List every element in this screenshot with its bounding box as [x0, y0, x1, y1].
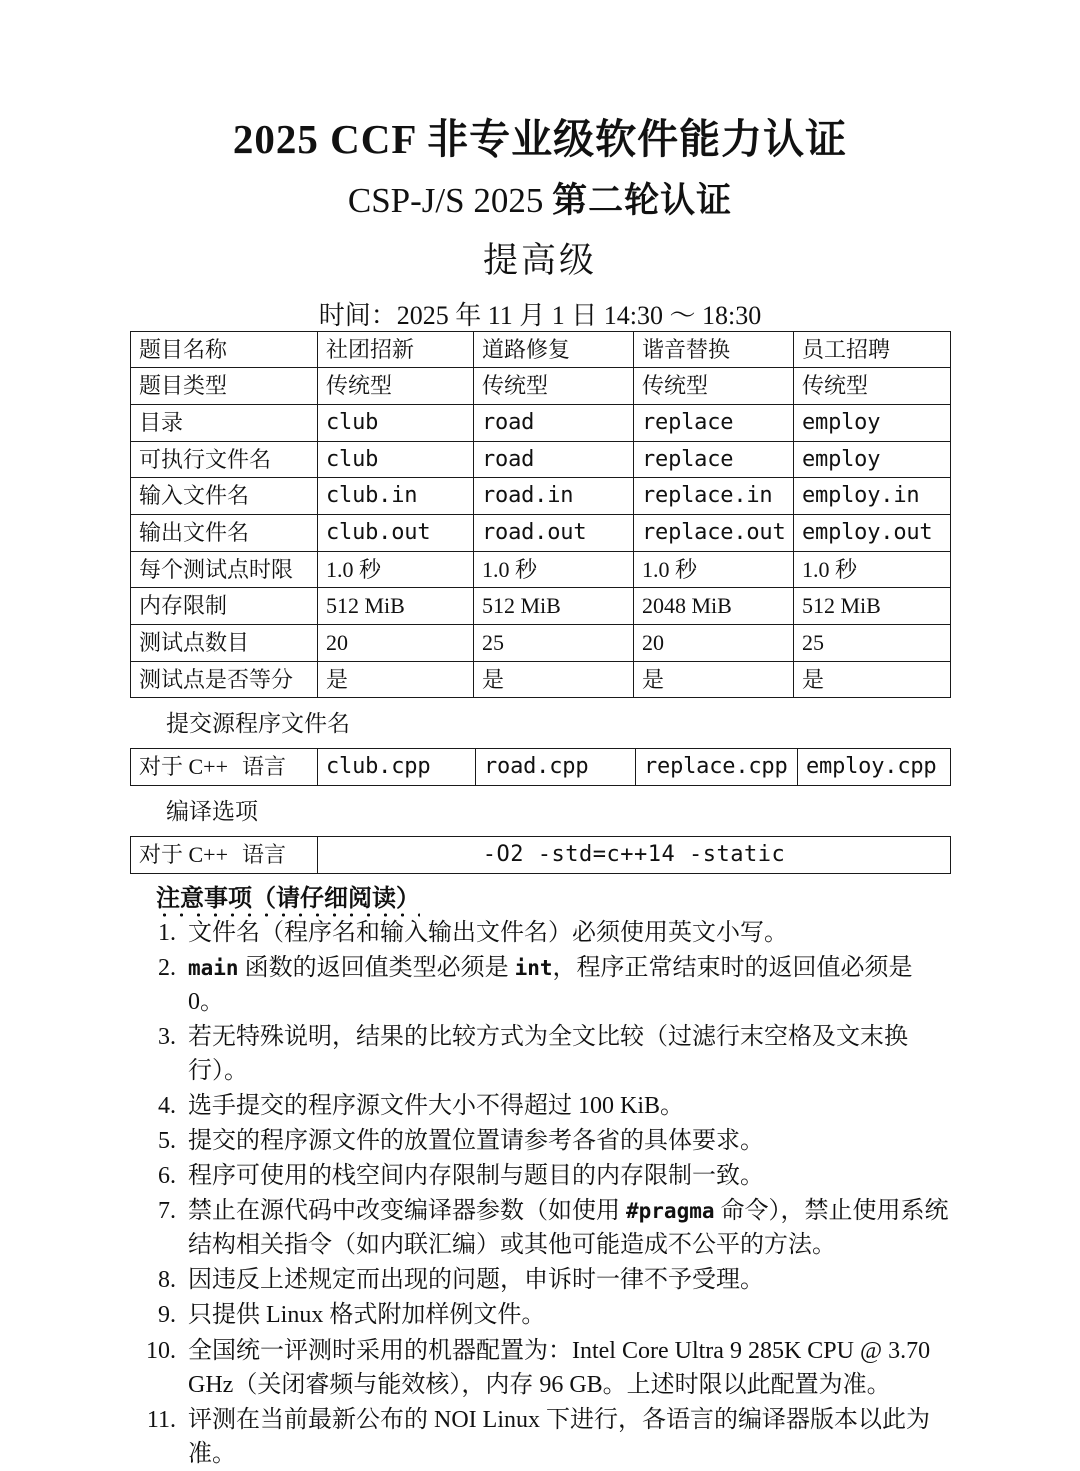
- note-text-fragment: 选手提交的程序源文件大小不得超过 100 KiB。: [188, 1092, 685, 1119]
- compile-options-table: [130, 836, 951, 874]
- note-text-fragment: 若无特殊说明，结果的比较方式为全文比较（过滤行末空格及文末换行）。: [188, 1023, 908, 1084]
- table-cell: road: [474, 441, 634, 478]
- table-cell: 512 MiB: [318, 588, 474, 625]
- table-cell: employ.out: [794, 514, 951, 551]
- table-cell: road.in: [474, 478, 634, 515]
- row-label: 目录: [131, 404, 318, 441]
- table-cell: 20: [318, 625, 474, 662]
- note-text-fragment: 程序可使用的栈空间内存限制与题目的内存限制一致。: [188, 1163, 764, 1190]
- table-cell: club: [318, 441, 474, 478]
- list-item: [130, 1194, 950, 1262]
- exam-time: 时间：2025 年 11 月 1 日 14:30 ～ 18:30: [318, 300, 762, 330]
- source-file-cell: replace.cpp: [636, 749, 798, 786]
- table-cell: club.in: [318, 478, 474, 515]
- compile-section-label: 编译选项: [166, 798, 258, 824]
- table-cell: 1.0 秒: [318, 551, 474, 588]
- note-text-fragment: 评测在当前最新公布的 NOI Linux 下进行，各语言的编译器版本以此为准。: [188, 1406, 930, 1467]
- list-item: [130, 951, 950, 1019]
- table-cell: 是: [794, 661, 951, 698]
- note-text-fragment: 提交的程序源文件的放置位置请参考各省的具体要求。: [188, 1128, 764, 1155]
- row-label: 题目名称: [131, 331, 318, 368]
- table-row: [131, 514, 951, 551]
- source-file-cell: employ.cpp: [798, 749, 951, 786]
- note-text-fragment: 禁止在源代码中改变编译器参数（如使用: [188, 1198, 626, 1225]
- source-file-cell: road.cpp: [476, 749, 636, 786]
- table-cell: employ.in: [794, 478, 951, 515]
- compile-options-value: -O2 -std=c++14 -static: [318, 836, 951, 873]
- note-text-fragment: 函数的返回值类型必须是: [238, 954, 515, 981]
- notes-list: [130, 916, 950, 1471]
- table-cell: 1.0 秒: [794, 551, 951, 588]
- table-row: [131, 441, 951, 478]
- list-item: [130, 1334, 950, 1402]
- table-cell: 512 MiB: [794, 588, 951, 625]
- table-row: [131, 588, 951, 625]
- note-text-fragment: 只提供 Linux 格式附加样例文件。: [188, 1302, 546, 1329]
- table-cell: employ: [794, 404, 951, 441]
- exam-level: 提高级: [482, 241, 597, 281]
- note-text-fragment: 文件名（程序名和输入输出文件名）必须使用英文小写。: [188, 919, 788, 946]
- source-lang-label: [131, 749, 318, 786]
- table-cell: 传统型: [474, 368, 634, 405]
- table-row: [131, 661, 951, 698]
- source-file-table: [130, 748, 951, 786]
- table-cell: club: [318, 404, 474, 441]
- table-cell: replace: [634, 404, 794, 441]
- table-cell: replace.out: [634, 514, 794, 551]
- table-row: [131, 749, 951, 786]
- table-cell: employ: [794, 441, 951, 478]
- list-item: [130, 1020, 950, 1088]
- table-row: [131, 478, 951, 515]
- table-row: [131, 404, 951, 441]
- source-file-section-label: 提交源程序文件名: [166, 711, 350, 737]
- compile-lang-prefix: 对于 C++: [139, 841, 228, 867]
- list-item: [130, 1159, 950, 1193]
- table-cell: 1.0 秒: [634, 551, 794, 588]
- row-label: 测试点数目: [131, 625, 318, 662]
- table-row: [131, 368, 951, 405]
- table-cell: 谐音替换: [634, 331, 794, 368]
- page-subtitle-bold: 第二轮认证: [552, 181, 733, 221]
- table-cell: replace.in: [634, 478, 794, 515]
- list-item: [130, 1403, 950, 1471]
- list-item: [130, 1298, 950, 1332]
- table-cell: 是: [318, 661, 474, 698]
- table-cell: replace: [634, 441, 794, 478]
- table-cell: 2048 MiB: [634, 588, 794, 625]
- table-cell: 道路修复: [474, 331, 634, 368]
- row-label: 可执行文件名: [131, 441, 318, 478]
- row-label: 测试点是否等分: [131, 661, 318, 698]
- note-text-fragment: 因违反上述规定而出现的问题，申诉时一律不予受理。: [188, 1267, 764, 1294]
- problem-spec-table-body: [131, 331, 951, 698]
- table-cell: 20: [634, 625, 794, 662]
- page-subtitle-regular: CSP-J/S 2025: [347, 181, 553, 221]
- row-label: 每个测试点时限: [131, 551, 318, 588]
- table-row: [131, 551, 951, 588]
- note-code-fragment: main: [188, 955, 239, 980]
- table-row: [131, 331, 951, 368]
- table-cell: 1.0 秒: [474, 551, 634, 588]
- note-text-fragment: 全国统一评测时采用的机器配置为：Intel Core Ultra 9 285K CPU @ 3.70 GHz（关闭睿频与能效核），内存 96 GB。上述时限以此配置为准。: [188, 1337, 931, 1398]
- list-item: [130, 1263, 950, 1297]
- table-cell: 传统型: [794, 368, 951, 405]
- row-label: 内存限制: [131, 588, 318, 625]
- source-lang-suffix: 语言: [242, 754, 287, 780]
- table-cell: 传统型: [634, 368, 794, 405]
- table-row: [131, 836, 951, 873]
- list-item: [130, 1124, 950, 1158]
- table-cell: 传统型: [318, 368, 474, 405]
- table-cell: road.out: [474, 514, 634, 551]
- notes-section: [130, 874, 950, 1471]
- notes-heading-text: 注意事项（请仔细阅读）: [156, 886, 420, 918]
- note-code-fragment: #pragma: [626, 1199, 715, 1224]
- table-cell: road: [474, 404, 634, 441]
- table-row: [131, 625, 951, 662]
- table-cell: club.out: [318, 514, 474, 551]
- compile-lang-label: [131, 836, 318, 873]
- table-cell: 25: [794, 625, 951, 662]
- list-item: [130, 916, 950, 950]
- table-cell: 25: [474, 625, 634, 662]
- table-cell: 是: [634, 661, 794, 698]
- notes-heading: [156, 884, 420, 914]
- table-cell: 512 MiB: [474, 588, 634, 625]
- compile-lang-suffix: 语言: [242, 841, 287, 867]
- note-text-fragment: 命令），禁止使用系统结构相关指令（如内联汇编）或其他可能造成不公平的方法。: [188, 1198, 949, 1259]
- table-cell: 是: [474, 661, 634, 698]
- page-subtitle: [130, 163, 950, 221]
- table-cell: 社团招新: [318, 331, 474, 368]
- row-label: 输入文件名: [131, 478, 318, 515]
- row-label: 输出文件名: [131, 514, 318, 551]
- note-text-fragment: ，程序正常结束时的返回值必须是 0。: [188, 954, 913, 1015]
- list-item: [130, 1089, 950, 1123]
- page-title: 2025 CCF 非专业级软件能力认证: [232, 116, 848, 162]
- source-file-cell: club.cpp: [318, 749, 476, 786]
- note-code-fragment: int: [514, 955, 553, 980]
- problem-spec-table: [130, 331, 951, 699]
- source-lang-prefix: 对于 C++: [139, 754, 228, 780]
- table-cell: 员工招聘: [794, 331, 951, 368]
- row-label: 题目类型: [131, 368, 318, 405]
